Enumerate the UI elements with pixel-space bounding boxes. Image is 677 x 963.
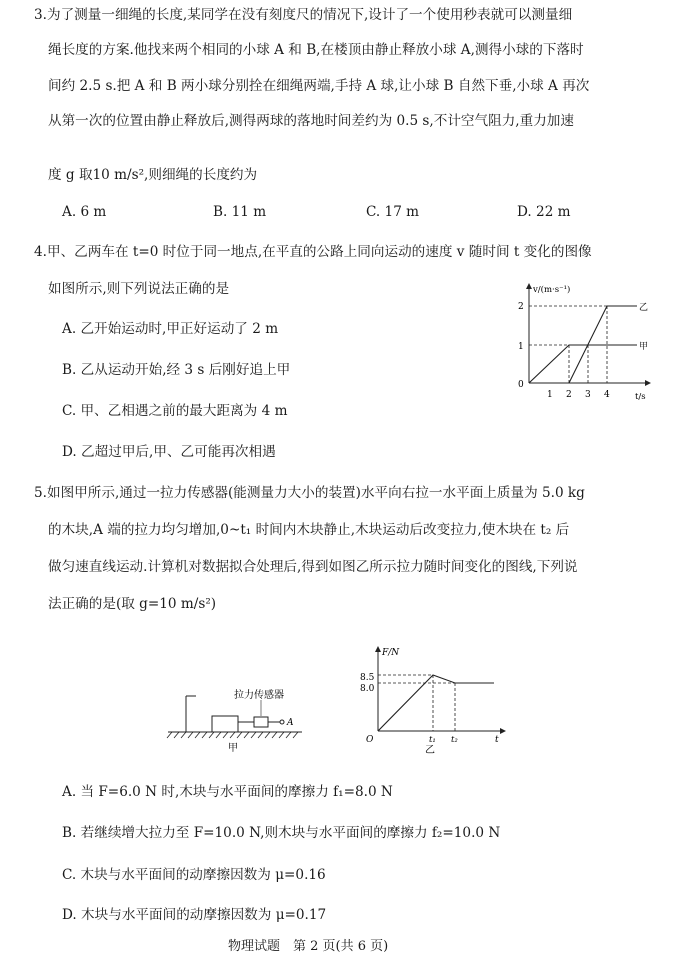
q4-xtick-4: 4 <box>604 390 610 400</box>
q5-t-axis-label: t <box>495 735 499 745</box>
q5-option-c: C. 木块与水平面间的动摩擦因数为 μ=0.16 <box>62 867 326 883</box>
q5-block <box>212 716 238 732</box>
q5-ytick-85: 8.5 <box>360 673 375 683</box>
q4-line-jia <box>529 345 637 383</box>
q4-line-2: 如图所示,则下列说法正确的是 <box>48 281 230 297</box>
q4-ytick-0: 0 <box>518 380 524 390</box>
q5-line-1: 5.如图甲所示,通过一拉力传感器(能测量力大小的装置)水平向右拉一水平面上质量为 5.0 kg <box>34 485 585 501</box>
q5-option-a: A. 当 F=6.0 N 时,木块与水平面间的摩擦力 f₁=8.0 N <box>62 784 393 800</box>
q5-t2-label: t₂ <box>451 735 458 745</box>
q4-xtick-3: 3 <box>585 390 591 400</box>
q5-ylabel: F/N <box>382 648 400 658</box>
q3-option-d: D. 22 m <box>517 204 571 220</box>
q5-fig-yi <box>360 645 510 755</box>
q3-line-2: 绳长度的方案.他找来两个相同的小球 A 和 B,在楼顶由静止释放小球 A,测得小球的下落时 <box>48 42 584 58</box>
q4-ylabel: v/(m·s⁻¹) <box>533 285 571 295</box>
q4-xtick-2: 2 <box>566 390 572 400</box>
q5-caption-jia: 甲 <box>228 743 238 752</box>
q4-label-jia: 甲 <box>639 342 649 352</box>
q4-line-1: 4.甲、乙两车在 t=0 时位于同一地点,在平直的公路上同向运动的速度 v 随时间 t 变化的图像 <box>34 244 592 260</box>
q4-option-b: B. 乙从运动开始,经 3 s 后刚好追上甲 <box>62 362 291 378</box>
q3-option-c: C. 17 m <box>366 204 420 220</box>
q4-xtick-1: 1 <box>547 390 553 400</box>
q5-ytick-80: 8.0 <box>360 684 375 694</box>
q4-xlabel: t/s <box>635 392 646 402</box>
q4-option-a: A. 乙开始运动时,甲正好运动了 2 m <box>62 321 279 337</box>
q5-t1-label: t₁ <box>429 735 436 745</box>
q3-line-3: 间约 2.5 s.把 A 和 B 两小球分别拴在细绳两端,手持 A 球,让小球 B 自然下垂,小球 A 再次 <box>48 78 590 94</box>
page-footer: 物理试题 第 2 页(共 6 页) <box>228 939 389 954</box>
q5-origin: O <box>366 735 374 745</box>
q3-line-1: 3.为了测量一细绳的长度,某同学在没有刻度尺的情况下,设计了一个使用秒表就可以测量细 <box>34 7 573 23</box>
q5-caption-yi: 乙 <box>425 745 435 755</box>
q5-option-d: D. 木块与水平面间的动摩擦因数为 μ=0.17 <box>62 907 327 923</box>
q5-option-b: B. 若继续增大拉力至 F=10.0 N,则木块与水平面间的摩擦力 f₂=10.0 N <box>62 825 501 841</box>
q3-line-5: 度 g 取10 m/s²,则细绳的长度约为 <box>48 167 258 183</box>
q4-label-yi: 乙 <box>639 303 649 313</box>
q5-fig-jia <box>166 682 306 752</box>
q3-option-b: B. 11 m <box>213 204 267 220</box>
q5-line-3: 做匀速直线运动.计算机对数据拟合处理后,得到如图乙所示拉力随时间变化的图线,下列说 <box>48 559 578 575</box>
q5-line-2: 的木块,A 端的拉力均匀增加,0~t₁ 时间内木块静止,木块运动后改变拉力,使木块在 t₂ 后 <box>48 522 570 538</box>
q5-sensor <box>254 717 268 727</box>
q4-option-d: D. 乙超过甲后,甲、乙可能再次相遇 <box>62 444 276 460</box>
q4-ytick-2: 2 <box>518 302 524 312</box>
q4-ytick-1: 1 <box>518 342 524 352</box>
q4-option-c: C. 甲、乙相遇之前的最大距离为 4 m <box>62 403 288 419</box>
q5-line-4: 法正确的是(取 g=10 m/s²) <box>48 596 217 612</box>
q4-vt-graph <box>505 281 655 405</box>
q3-line-4: 从第一次的位置由静止释放后,测得两球的落地时间差约为 0.5 s,不计空气阻力,重力加速 <box>48 113 574 129</box>
q3-option-a: A. 6 m <box>62 204 107 220</box>
q5-sensor-label: 拉力传感器 <box>234 690 284 701</box>
q5-end-label: A <box>287 718 294 728</box>
q5-force-curve <box>378 675 494 731</box>
